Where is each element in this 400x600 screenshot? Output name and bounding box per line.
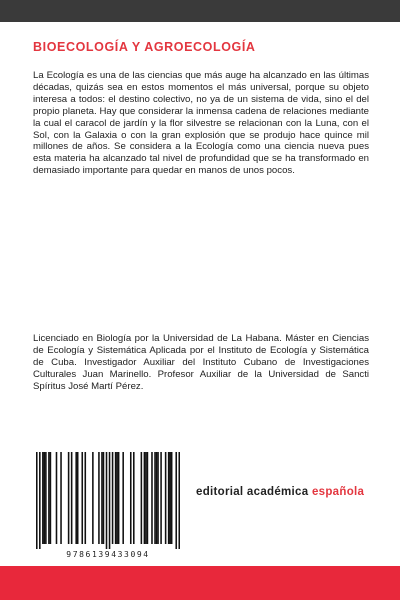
barcode-bar xyxy=(50,452,52,544)
bottom-band xyxy=(0,566,400,600)
barcode-bar xyxy=(109,452,111,549)
barcode-bar xyxy=(98,452,100,544)
barcode-bar xyxy=(77,452,79,544)
book-title: BIOECOLOGÍA Y AGROECOLOGÍA xyxy=(33,40,256,54)
barcode-bar xyxy=(36,452,38,549)
book-description: La Ecología es una de las ciencias que más auge ha alcanzado en las últimas décadas, quizás sea en estos momentos el más universal, porque su objeto interesa a todos: el destino colectivo, no ya de un sistema de vida, sino el del propio planeta. Hay que considerar la inmensa cadena de relaciones mediante la cual el caracol de jardín y la flor silvestre se relacionan con la Luna, con el Sol, con la Galaxia o con la gran explosión que se produjo hace quince mil millones de años. Se considera a la Ecología como una ciencia nueva pues esta materia ha alcanzado tal nivel de profundidad que se ha transformado en demasiado importante para quedar en manos de unos pocos. xyxy=(33,70,369,177)
barcode-bar xyxy=(115,452,117,544)
barcode-bar xyxy=(145,452,147,544)
barcode-bar xyxy=(151,452,153,544)
publisher-main-text: editorial académica xyxy=(196,486,309,498)
barcode-bar xyxy=(71,452,73,544)
barcode-bar xyxy=(75,452,77,544)
barcode-bars xyxy=(36,452,180,549)
barcode-bar xyxy=(56,452,58,544)
barcode-bar xyxy=(92,452,94,544)
barcode-bar xyxy=(165,452,167,544)
barcode-bar xyxy=(112,452,114,544)
barcode-bar xyxy=(85,452,87,544)
barcode-bar xyxy=(147,452,149,544)
barcode-bar xyxy=(122,452,124,544)
barcode-bar xyxy=(60,452,62,544)
barcode-bar xyxy=(39,452,41,549)
publisher-accent-text: española xyxy=(311,486,365,498)
barcode-bar xyxy=(116,452,118,544)
barcode-bar xyxy=(175,452,177,549)
barcode-bar xyxy=(178,452,180,549)
barcode-bar xyxy=(160,452,162,544)
barcode-bar xyxy=(154,452,156,544)
barcode-bar xyxy=(45,452,47,544)
barcode-bar xyxy=(156,452,158,544)
barcode-bar xyxy=(106,452,108,549)
barcode-bar xyxy=(169,452,171,544)
barcode-bar xyxy=(42,452,44,544)
barcode-bar xyxy=(157,452,159,544)
barcode-bar xyxy=(103,452,105,544)
barcode-bar xyxy=(130,452,132,544)
barcode-bar xyxy=(48,452,50,544)
barcode-bar xyxy=(144,452,146,544)
top-band xyxy=(0,0,400,22)
barcode-bar xyxy=(133,452,135,544)
barcode-bar xyxy=(168,452,170,544)
isbn-barcode xyxy=(36,452,180,549)
author-bio: Licenciado en Biología por la Universidad de La Habana. Máster en Ciencias de Ecología y Sistemática Aplicada por el Instituto de Ecología y Sistemática de Cuba. Investigador Auxiliar del Instituto Cubano de Investigaciones Culturales Juan Marinello. Profesor Auxiliar de la Universidad de Sancti Spíritus José Martí Pérez. xyxy=(33,333,369,392)
barcode-bar xyxy=(141,452,143,544)
isbn-number: 9786139433094 xyxy=(66,550,150,559)
barcode-bar xyxy=(101,452,103,544)
barcode-bar xyxy=(68,452,70,544)
barcode-bar xyxy=(118,452,120,544)
barcode-bar xyxy=(171,452,173,544)
barcode-bar xyxy=(44,452,46,544)
barcode-bar xyxy=(81,452,83,544)
publisher-name xyxy=(196,486,364,498)
